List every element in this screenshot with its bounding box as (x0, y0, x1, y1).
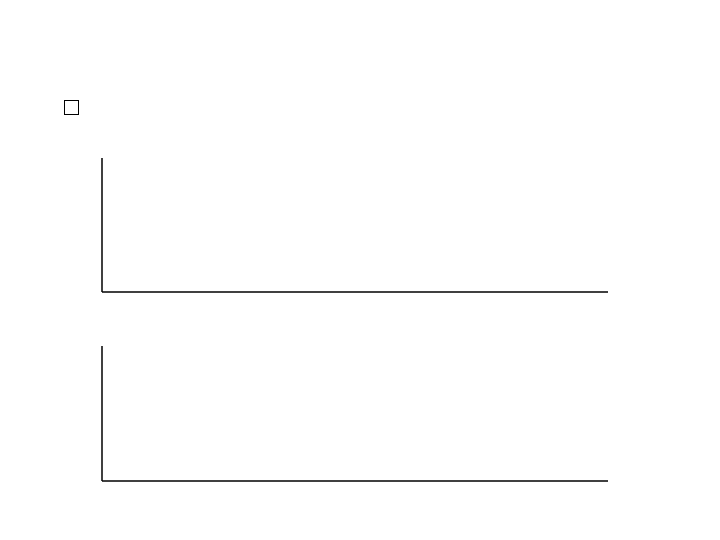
top-plot (102, 158, 608, 292)
bottom-plot (102, 346, 608, 481)
